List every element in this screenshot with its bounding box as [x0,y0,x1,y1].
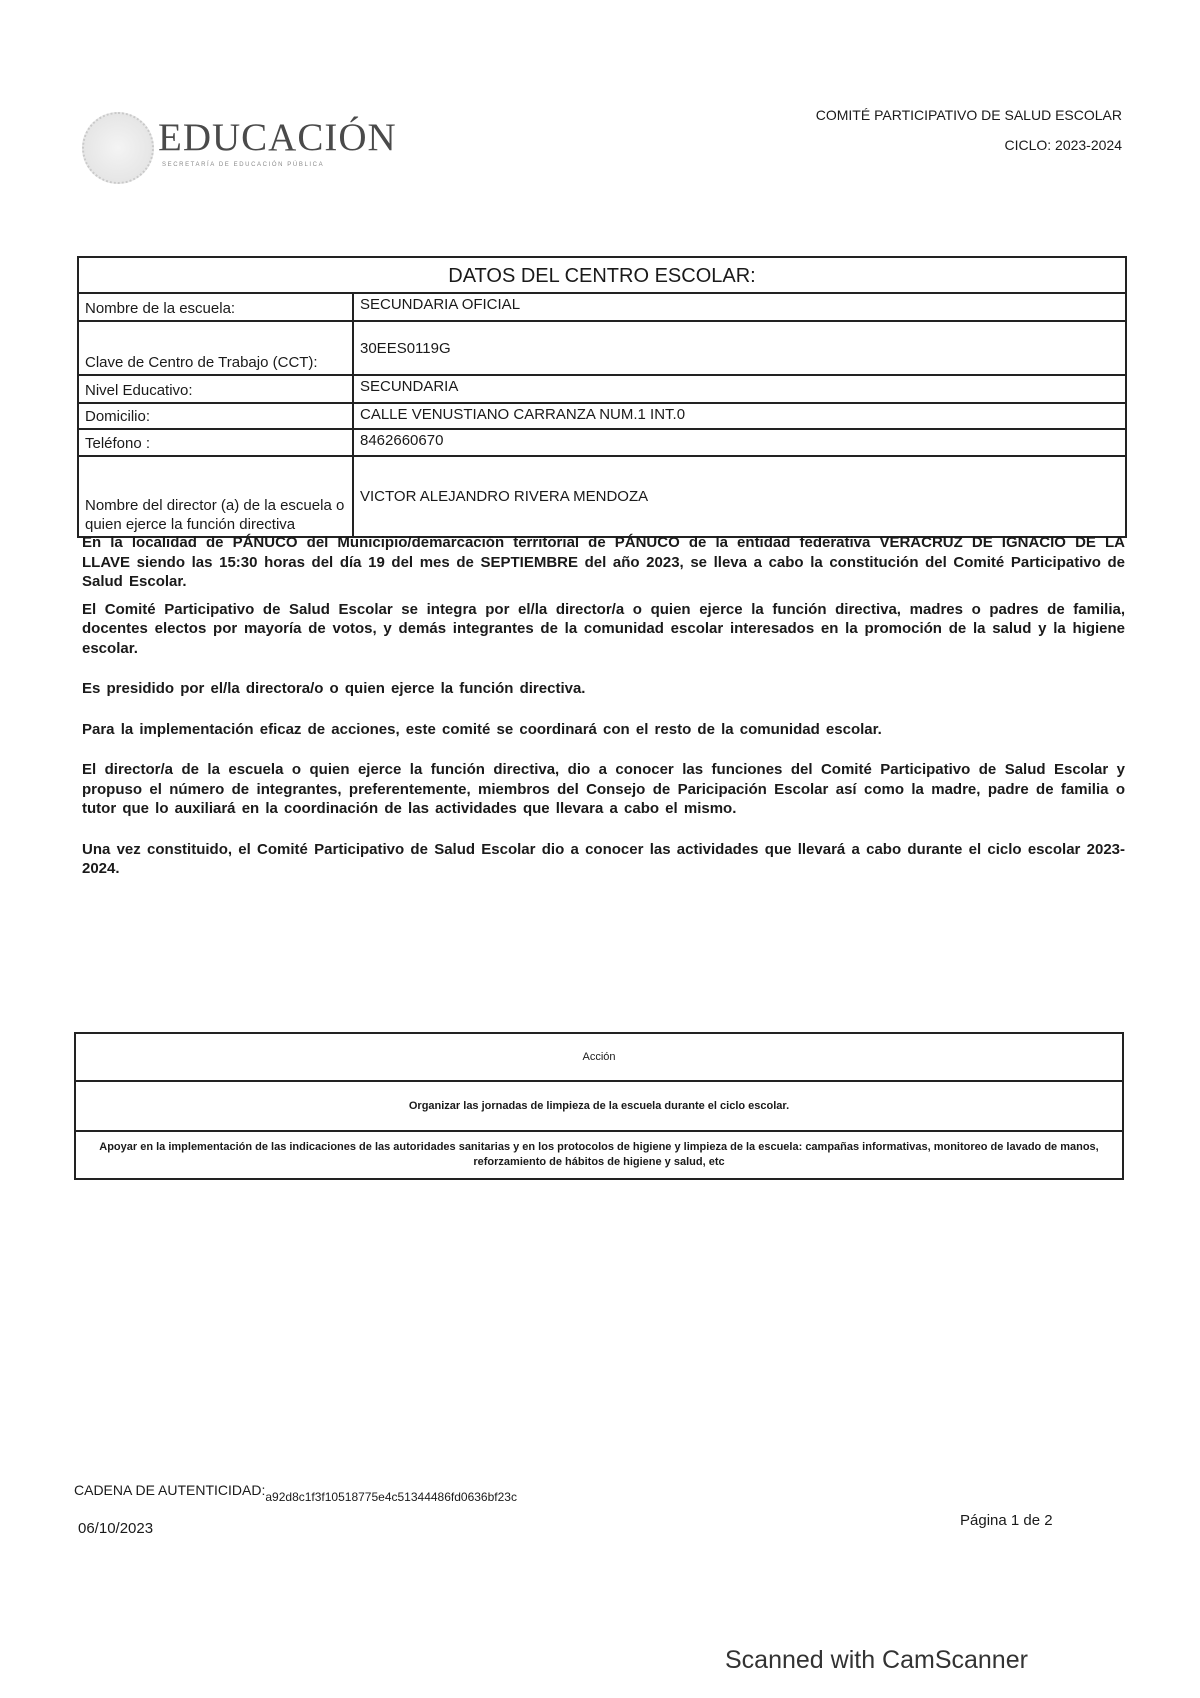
paragraph: El Comité Participativo de Salud Escolar se integra por el/la director/a o quien ejerce la función directiva, madres o padres de familia, docentes electos por mayoría de votos, y demás integrantes de la comunidad escolar interesados en la promoción de la salud y la higiene escolar. [82,600,1125,657]
cycle-label: CICLO: 2023-2024 [1004,137,1122,153]
actions-header: Acción [76,1034,1122,1082]
school-data-table [77,256,1127,538]
table-row [79,404,1125,430]
paragraph: El director/a de la escuela o quien ejerce la función directiva, dio a conocer las funciones del Comité Participativo de Salud Escolar y propuso el número de integrantes, preferentemente, miembros del Consejo de Paricipación Escolar así como la madre, padre de familia o tutor que lo auxiliará en la coordinación de las actividades que llevara a cabo el mismo. [82,761,1125,817]
committee-title: COMITÉ PARTICIPATIVO DE SALUD ESCOLAR [815,107,1122,123]
paragraph: En la localidad de PÁNUCO del Municipio/demarcación territorial de PÁNUCO de la entidad federativa VERACRUZ DE IGNACIO DE LA LLAVE siendo las 15:30 horas del día 19 del mes de SEPTIEMBRE del año 2023, se lleva a cabo la constitución del Comité Participativo de Salud Escolar. [82,534,1125,590]
row-label: Clave de Centro de Trabajo (CCT): [79,322,354,374]
row-label: Nivel Educativo: [79,376,354,402]
camscanner-watermark: Scanned with CamScanner [725,1646,1028,1674]
table-row [79,322,1125,376]
paragraph: Es presidido por el/la directora/o o quien ejerce la función directiva. [82,680,586,697]
row-label: Nombre de la escuela: [79,294,354,320]
logo-wordmark: EDUCACIÓN [158,116,397,159]
row-value: VICTOR ALEJANDRO RIVERA MENDOZA [360,488,649,505]
body-text [82,533,1125,900]
row-value: 30EES0119G [360,339,451,357]
authenticity-label: CADENA DE AUTENTICIDAD: [74,1482,266,1498]
row-label: Nombre del director (a) de la escuela o quien ejerce la función directiva [79,457,354,536]
national-seal-icon [82,112,154,184]
row-label: Domicilio: [79,404,354,428]
school-data-title: DATOS DEL CENTRO ESCOLAR: [79,258,1125,294]
authenticity-hash: a92d8c1f3f10518775e4c51344486fd0636bf23c [265,1490,517,1504]
table-row [79,294,1125,322]
row-value: 8462660670 [360,432,444,449]
action-item: Organizar las jornadas de limpieza de la escuela durante el ciclo escolar. [76,1082,1122,1132]
row-value: SECUNDARIA OFICIAL [360,296,521,313]
document-date: 06/10/2023 [78,1520,154,1537]
row-value: CALLE VENUSTIANO CARRANZA NUM.1 INT.0 [360,406,686,423]
row-label: Teléfono : [79,430,354,455]
table-row [79,430,1125,457]
header-right [816,100,1122,160]
page-number: Página 1 de 2 [960,1512,1053,1529]
table-row [79,457,1125,536]
table-row [79,376,1125,404]
paragraph: Para la implementación eficaz de acciones, este comité se coordinará con el resto de la comunidad escolar. [82,720,882,738]
sep-logo [82,112,412,192]
actions-table [74,1032,1124,1180]
action-item: Apoyar en la implementación de las indicaciones de las autoridades sanitarias y en los protocolos de higiene y limpieza de la escuela: campañas informativas, monitoreo de lavado de manos, reforzamiento de hábitos de higiene y salud, etc [99,1141,1099,1168]
logo-subtitle: SECRETARÍA DE EDUCACIÓN PÚBLICA [162,162,325,168]
row-value: SECUNDARIA [360,378,459,395]
paragraph: Una vez constituido, el Comité Participativo de Salud Escolar dio a conocer las actividades que llevará a cabo durante el ciclo escolar 2023-2024. [82,840,1125,877]
authenticity-chain [74,1482,517,1504]
